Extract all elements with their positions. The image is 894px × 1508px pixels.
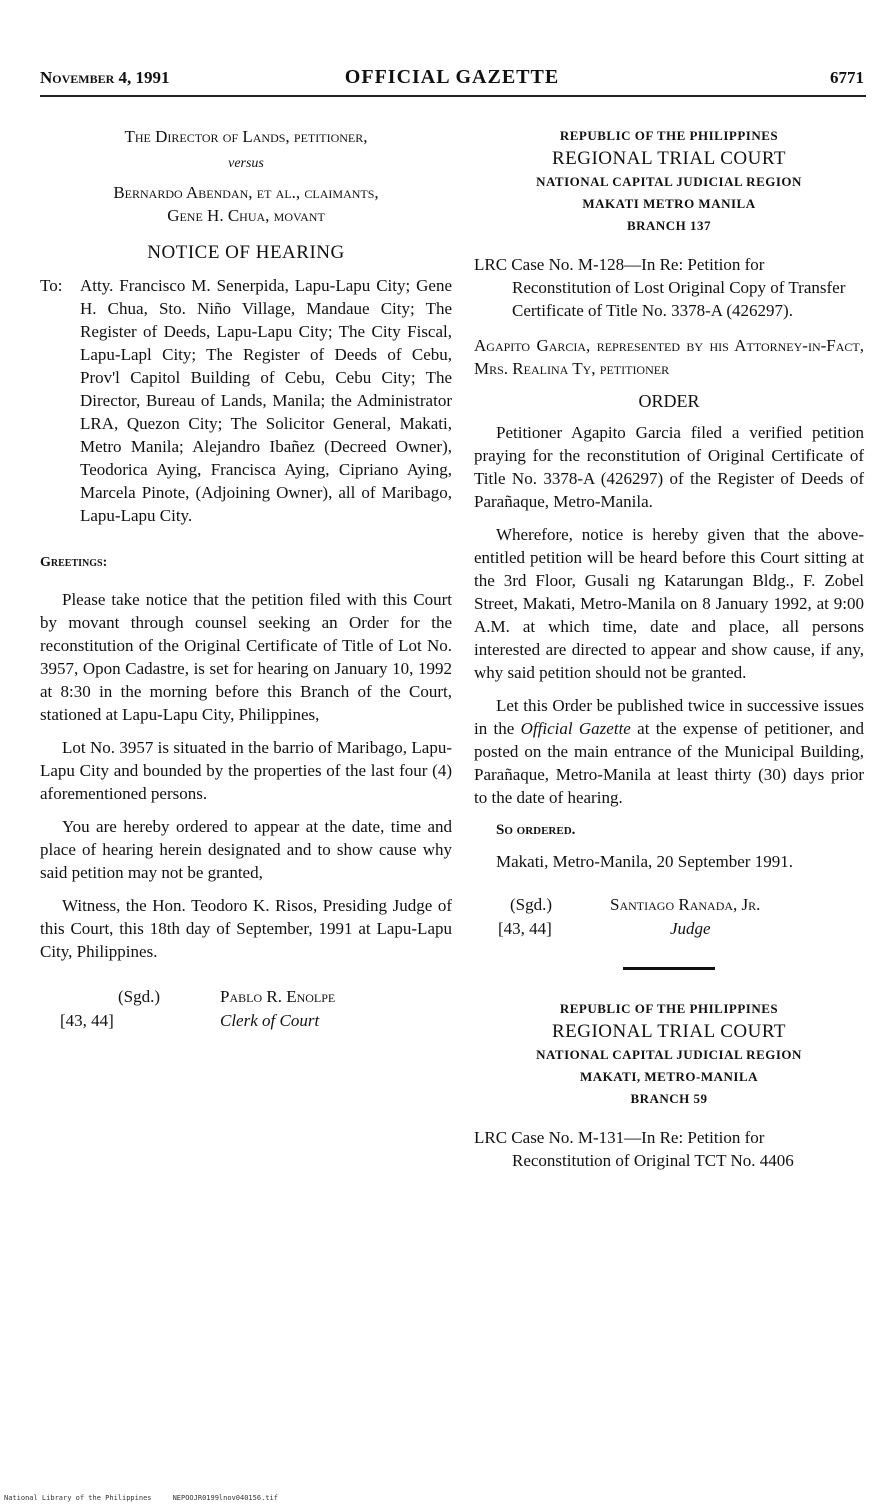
left-column bbox=[40, 125, 452, 1033]
notice-paragraph-2: Lot No. 3957 is situated in the barrio of Maribago, Lapu-Lapu City and bounded by the properties of the last four (4) aforementioned persons. bbox=[40, 738, 452, 803]
page-header bbox=[40, 68, 864, 94]
court-name: REGIONAL TRIAL COURT bbox=[551, 1021, 787, 1042]
header-rule bbox=[40, 95, 866, 97]
gazette-name: Official Gazette bbox=[520, 719, 631, 738]
court-heading-2 bbox=[474, 998, 864, 1110]
order-heading: ORDER bbox=[638, 391, 700, 411]
order-paragraph-3 bbox=[474, 694, 864, 809]
republic-line: REPUBLIC OF THE PHILIPPINES bbox=[559, 1001, 779, 1016]
court-name: REGIONAL TRIAL COURT bbox=[551, 148, 787, 169]
scan-footer: National Library of the Philippines NEPOOJR0199lnov040156.tif bbox=[4, 1494, 278, 1502]
to-label: To: bbox=[40, 276, 63, 295]
court-branch: BRANCH 137 bbox=[626, 218, 712, 233]
notice-paragraph-1: Please take notice that the petition filed with this Court by movant through counsel seeking an Order for the reconstitution of the Original Certificate of Title of Lot No. 3957, Opon Cadastre, is set for hearing on January 10, 1992 at 8:30 in the morning before this Branch of the Court, stationed at Lapu-Lapu City, Philippines, bbox=[40, 590, 452, 724]
clerk-title: Clerk of Court bbox=[220, 1011, 320, 1030]
so-ordered: So ordered. bbox=[496, 822, 576, 838]
order-date-line: Makati, Metro-Manila, 20 September 1991. bbox=[496, 852, 793, 871]
clerk-name: Pablo R. Enolpe bbox=[220, 987, 336, 1006]
addressee-list: Atty. Francisco M. Senerpida, Lapu-Lapu City; Gene H. Chua, Sto. Niño Village, Mandaue City; The Register of Deeds, Lapu-Lapu City; The City Fiscal, Lapu-Lapl City; The Register of Deeds of Cebu, Prov'l Capitol Building of Cebu, Cebu City; The Director, Bureau of Lands, Manila; the Administrator LRA, Quezon City; The Solicitor General, Makati, Metro Manila; Alejandro Ibañez (Decreed Owner), Teodorica Aying, Francisca Aying, Cipriano Aying, Marcela Pinote, (Adjoining Owner), all of Maribago, Lapu-Lapu City. bbox=[80, 276, 452, 525]
case-title-2: LRC Case No. M-131—In Re: Petition for Reconstitution of Original TCT No. 4406 bbox=[474, 1128, 794, 1170]
issue-date: November 4, 1991 bbox=[40, 68, 170, 87]
right-column bbox=[474, 125, 864, 1184]
judicial-region: NATIONAL CAPITAL JUDICIAL REGION bbox=[536, 174, 802, 189]
petitioner-line: The Director of Lands, petitioner, bbox=[124, 127, 368, 146]
clerk-signature-block bbox=[40, 985, 452, 1033]
claimants-line: Bernardo Abendan, et al., claimants, bbox=[113, 183, 379, 202]
movant-line: Gene H. Chua, movant bbox=[167, 206, 325, 225]
judge-signature-block bbox=[474, 893, 864, 943]
order-p3-start: Let this Order be published twice in successive issues in the bbox=[474, 696, 864, 738]
greetings: Greetings: bbox=[40, 555, 108, 570]
court-location: MAKATI METRO MANILA bbox=[582, 196, 756, 211]
case-parties bbox=[40, 125, 452, 227]
signed-mark: (Sgd.) bbox=[118, 987, 161, 1006]
judge-name: Santiago Ranada, Jr. bbox=[610, 895, 761, 914]
notice-paragraph-4: Witness, the Hon. Teodoro K. Risos, Presiding Judge of this Court, this 18th day of September, 1991 at Lapu-Lapu City, Philippines. bbox=[40, 896, 452, 961]
issue-reference: [43, 44] bbox=[498, 919, 552, 938]
order-paragraph-1: Petitioner Agapito Garcia filed a verified petition praying for the reconstitution of Original Certificate of Title No. 3378-A (426297) of the Register of Deeds of Parañaque, Metro-Manila. bbox=[474, 423, 864, 511]
section-divider bbox=[623, 967, 715, 970]
versus-line: versus bbox=[228, 156, 264, 171]
publication-title: OFFICIAL GAZETTE bbox=[344, 66, 560, 88]
page-number: 6771 bbox=[830, 68, 864, 87]
court-branch: BRANCH 59 bbox=[630, 1091, 708, 1106]
issue-reference: [43, 44] bbox=[60, 1011, 114, 1030]
order-p3-end: at the expense of petitioner, and posted on the main entrance of the Municipal Building, Parañaque, Metro-Manila at least thirty (30) days prior to the date of hearing. bbox=[474, 719, 864, 807]
order-paragraph-2: Wherefore, notice is hereby given that the above-entitled petition will be heard before this Court sitting at the 3rd Floor, Gusali ng Katarungan Bldg., F. Zobel Street, Makati, Metro-Manila on 8 January 1992, at 9:00 A.M. at which time, date and place, all persons interested are directed to appear and show cause, if any, why said petition should not be granted. bbox=[474, 525, 864, 682]
court-heading-1 bbox=[474, 125, 864, 237]
petitioner-party: Agapito Garcia, represented by his Attorney-in-Fact, Mrs. Realina Ty, petitioner bbox=[474, 336, 864, 378]
case-title-1: LRC Case No. M-128—In Re: Petition for Reconstitution of Lost Original Copy of Transfer Certificate of Title No. 3378-A (426297). bbox=[474, 255, 846, 320]
signed-mark: (Sgd.) bbox=[510, 895, 553, 914]
notice-paragraph-3: You are hereby ordered to appear at the date, time and place of hearing herein designated and to show cause why said petition may not be granted, bbox=[40, 817, 452, 882]
judge-title: Judge bbox=[670, 919, 711, 938]
addressees bbox=[40, 274, 452, 527]
notice-heading: NOTICE OF HEARING bbox=[147, 242, 345, 263]
judicial-region: NATIONAL CAPITAL JUDICIAL REGION bbox=[536, 1047, 802, 1062]
republic-line: REPUBLIC OF THE PHILIPPINES bbox=[559, 128, 779, 143]
court-location: MAKATI, METRO-MANILA bbox=[579, 1069, 759, 1084]
